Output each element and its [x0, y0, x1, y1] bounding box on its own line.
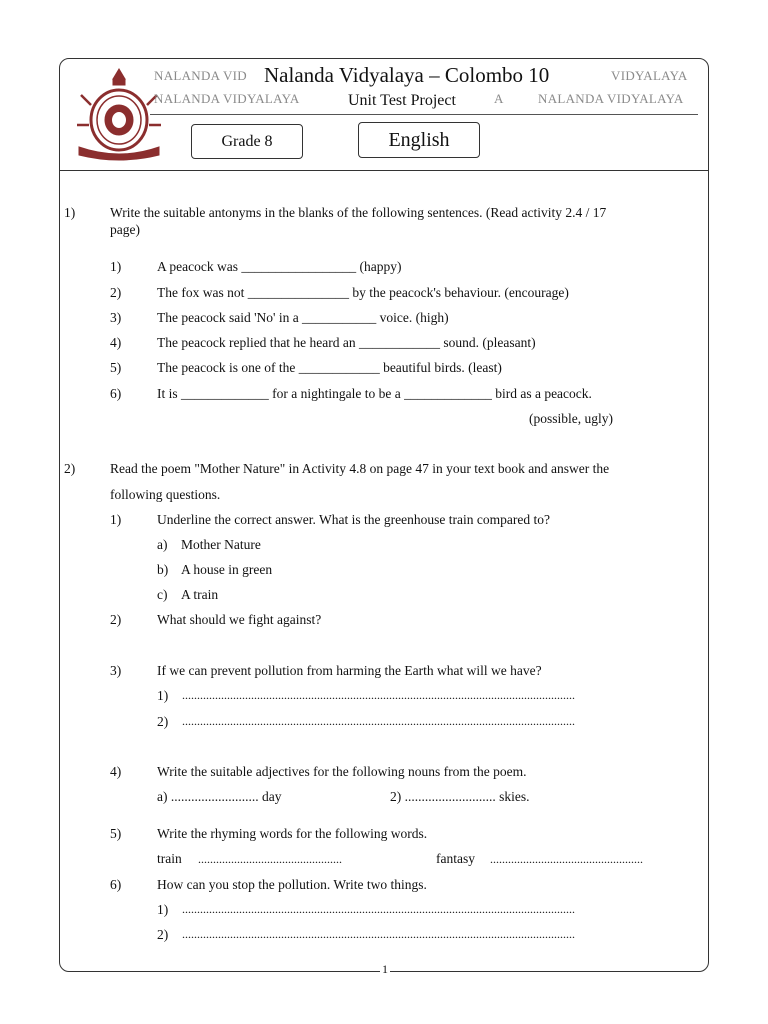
- sentence-item: A peacock was _________________ (happy): [157, 259, 402, 274]
- sentence-item: The peacock said 'No' in a ___________ voice. (high): [157, 310, 449, 325]
- watermark-text: NALANDA VIDYALAYA: [538, 91, 684, 106]
- sub-question: Write the rhyming words for the following words.: [157, 826, 428, 841]
- item-number: 6): [110, 386, 122, 401]
- rhyme-word: fantasy: [436, 851, 475, 866]
- question-instruction: [110, 204, 606, 238]
- item-number: 6): [110, 877, 122, 892]
- answer-line: ...................................................: [490, 852, 643, 866]
- page-number: 1: [382, 962, 388, 976]
- subject-label: English: [388, 128, 450, 151]
- adjective-blank: a) .......................... day: [157, 789, 282, 804]
- watermark-text: A: [494, 91, 504, 106]
- option-label: b): [157, 562, 169, 577]
- item-number: 1): [110, 259, 122, 274]
- watermark-text: NALANDA VIDYALAYA: [154, 91, 300, 106]
- watermark-text: VIDYALAYA: [611, 68, 688, 83]
- header-divider: [150, 114, 698, 115]
- hint-words: (possible, ugly): [529, 411, 613, 426]
- sentence-item: The peacock replied that he heard an ____________ sound. (pleasant): [157, 335, 536, 350]
- item-number: 5): [110, 826, 122, 841]
- adjective-blank: 2) ........................... skies.: [390, 789, 530, 804]
- sub-question: If we can prevent pollution from harming the Earth what will we have?: [157, 663, 542, 678]
- item-number: 4): [110, 764, 122, 779]
- option-label: a): [157, 537, 168, 552]
- answer-line: ................................................: [198, 852, 342, 866]
- answer-line: ...................................................................................................................................: [182, 927, 575, 941]
- instruction-line: following questions.: [110, 487, 221, 502]
- item-number: 1): [110, 512, 122, 527]
- answer-line-number: 1): [157, 688, 169, 703]
- option-label: c): [157, 587, 168, 602]
- watermark-text: NALANDA VID: [154, 68, 247, 83]
- subject-box: [358, 122, 480, 158]
- header-bottom-divider: [59, 170, 709, 171]
- item-number: 5): [110, 360, 122, 375]
- sub-question: Underline the correct answer. What is the greenhouse train compared to?: [157, 512, 550, 527]
- question-number: 2): [64, 461, 76, 476]
- sentence-item: The fox was not _______________ by the peacock's behaviour. (encourage): [157, 285, 569, 300]
- rhyme-word: train: [157, 851, 182, 866]
- option-text: Mother Nature: [181, 537, 261, 552]
- school-name: Nalanda Vidyalaya – Colombo 10: [264, 63, 550, 87]
- item-number: 2): [110, 612, 122, 627]
- question-number: 1): [64, 205, 76, 220]
- answer-line-number: 2): [157, 714, 169, 729]
- page-subtitle: Unit Test Project: [348, 92, 456, 109]
- instruction-line: Read the poem "Mother Nature" in Activity 4.8 on page 47 in your text book and answer the: [110, 461, 610, 476]
- item-number: 3): [110, 310, 122, 325]
- sub-question: How can you stop the pollution. Write two things.: [157, 877, 427, 892]
- option-text: A house in green: [181, 562, 273, 577]
- answer-line: ...................................................................................................................................: [182, 688, 575, 702]
- answer-line-number: 1): [157, 902, 169, 917]
- option-text: A train: [181, 587, 219, 602]
- item-number: 3): [110, 663, 122, 678]
- instruction-line: Write the suitable antonyms in the blanks of the following sentences. (Read activity 2.4 / 17: [110, 205, 607, 220]
- sentence-item: The peacock is one of the ____________ beautiful birds. (least): [157, 360, 502, 375]
- item-number: 4): [110, 335, 122, 350]
- answer-line-number: 2): [157, 927, 169, 942]
- instruction-line: page): [110, 222, 140, 237]
- grade-label: Grade 8: [221, 132, 273, 150]
- answer-line: ...................................................................................................................................: [182, 714, 575, 728]
- grade-box: [191, 124, 303, 159]
- sentence-item: It is _____________ for a nightingale to be a _____________ bird as a peacock.: [157, 386, 592, 401]
- item-number: 2): [110, 285, 122, 300]
- answer-line: ...................................................................................................................................: [182, 902, 575, 916]
- sub-question: Write the suitable adjectives for the following nouns from the poem.: [157, 764, 527, 779]
- sub-question: What should we fight against?: [157, 612, 322, 627]
